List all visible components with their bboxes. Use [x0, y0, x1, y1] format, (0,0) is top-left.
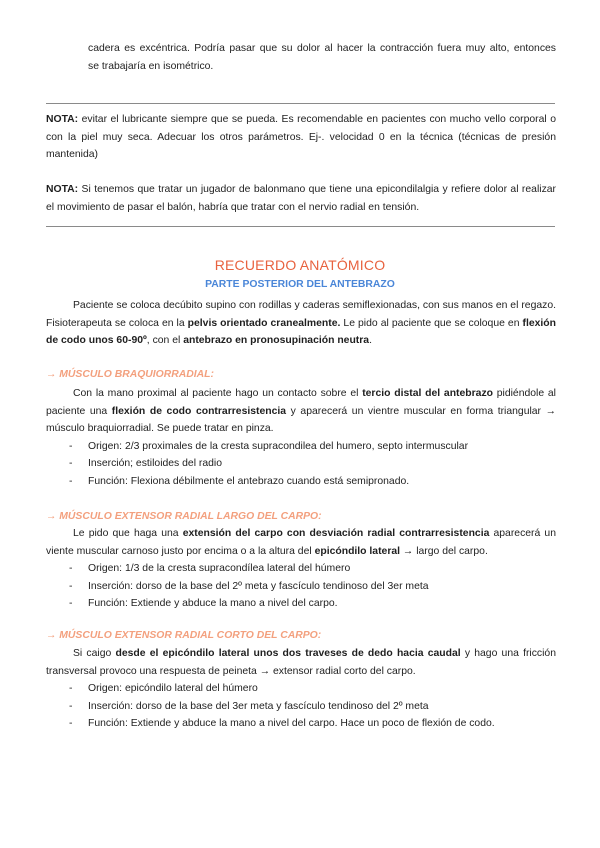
section-3-list [46, 680, 556, 733]
list-item [46, 560, 556, 578]
dash-bullet: - [69, 563, 73, 574]
section-1-bold-2: flexión de codo contrarresistencia [111, 405, 287, 417]
list-item [46, 473, 556, 491]
list-item-text: Origen: 1/3 de la cresta supracondílea lateral del húmero [88, 563, 351, 574]
list-item-text: Función: Flexiona débilmente el antebrazo cuando está semipronado. [88, 475, 410, 487]
horizontal-rule-bottom [46, 226, 555, 227]
section-2-body [46, 525, 556, 613]
nota-2 [46, 181, 556, 216]
intro-bold-1: pelvis orientado cranealmente. [187, 317, 341, 329]
section-3-paragraph [46, 645, 556, 680]
intro-text-3: , con el [146, 335, 184, 346]
intro-bold-3: antebrazo en pronosupinación neutra [183, 335, 370, 346]
section-2-list [46, 560, 556, 613]
dash-bullet: - [69, 718, 73, 729]
list-item [46, 715, 556, 733]
nota-1 [46, 111, 556, 164]
section-2-title: → MÚSCULO EXTENSOR RADIAL LARGO DEL CARPO: [46, 511, 322, 522]
section-1-bold-1: tercio distal del antebrazo [362, 388, 493, 399]
list-item-text: Inserción; estiloides del radio [88, 458, 222, 469]
list-item-text: Origen: epicóndilo lateral del húmero [88, 683, 258, 694]
continuation-paragraph [88, 40, 556, 75]
continuation-line-2: se trabajaría en isométrico. [88, 60, 214, 72]
list-item [46, 455, 556, 473]
section-heading: RECUERDO ANATÓMICO [214, 257, 386, 273]
section-3-text-1: Si caigo [73, 648, 116, 659]
section-1-paragraph [46, 385, 556, 438]
dash-bullet: - [69, 458, 73, 469]
intro-paragraph [46, 297, 556, 350]
section-1-text-2: pidiéndole al paciente una [46, 388, 556, 417]
dash-bullet: - [69, 580, 73, 592]
continuation-line-1: cadera es excéntrica. Podría pasar que su dolor al hacer la contracción fuera muy alto, entonces [88, 43, 556, 54]
section-2-text-1: Le pido que haga una [73, 528, 183, 539]
section-2-bold-2: epicóndilo lateral [314, 545, 401, 557]
section-3-title: → MÚSCULO EXTENSOR RADIAL CORTO DEL CARPO: [46, 630, 322, 641]
section-subheading: PARTE POSTERIOR DEL ANTEBRAZO [205, 279, 395, 290]
section-1-list [46, 438, 556, 491]
dash-bullet: - [69, 683, 73, 694]
section-3-body [46, 645, 556, 733]
section-1-text-1: Con la mano proximal al paciente hago un contacto sobre el [73, 388, 363, 399]
list-item-text: Inserción: dorso de la base del 2º meta y fascículo tendinoso del 3er meta [88, 580, 429, 592]
section-2-text-2: aparecerá un viente muscular carnoso justo por encima o a la altura del [46, 528, 556, 557]
section-1-text-3: y aparecerá un vientre muscular en forma triangular → músculo braquiorradial. Se puede tratar en pinza. [46, 405, 556, 434]
list-item [46, 438, 556, 456]
list-item [46, 680, 556, 698]
list-item-text: Origen: 2/3 proximales de la cresta supracondilea del humero, septo intermuscular [88, 440, 469, 452]
section-3-text-2: y hago una fricción transversal provoco una respuesta de peineta → extensor radial corto del carpo. [46, 648, 556, 677]
section-1-title: → MÚSCULO BRAQUIORRADIAL: [46, 369, 214, 380]
list-item-text: Inserción: dorso de la base del 3er meta y fascículo tendinoso del 2º meta [88, 700, 429, 712]
section-2-text-3: → largo del carpo. [400, 545, 488, 557]
section-1-body [46, 385, 556, 490]
list-item [46, 595, 556, 613]
section-2-bold-1: extensión del carpo con desviación radial contrarresistencia [182, 528, 490, 539]
nota-1-label: NOTA: [46, 114, 79, 125]
nota-1-text: evitar el lubricante siempre que se pueda. Es recomendable en pacientes con mucho vello corporal o con la piel muy seca. Adecuar los otros parámetros. Ej-. velocidad 0 en la técnica (técnicas de presión mantenida) [46, 114, 556, 160]
horizontal-rule-top [46, 103, 555, 104]
intro-text-1: Paciente se coloca decúbito supino con rodillas y caderas semiflexionadas, con sus manos en el regazo. Fisioterapeuta se coloca en la [46, 300, 556, 329]
section-3-bold-1: desde el epicóndilo lateral unos dos traveses de dedo hacia caudal [115, 648, 461, 659]
section-2-paragraph [46, 525, 556, 560]
list-item [46, 698, 556, 716]
dash-bullet: - [69, 440, 73, 452]
intro-text-2: Le pido al paciente que se coloque en [340, 317, 523, 329]
list-item [46, 578, 556, 596]
dash-bullet: - [69, 475, 73, 487]
list-item-text: Función: Extiende y abduce la mano a nivel del carpo. [88, 598, 338, 609]
nota-2-text: Si tenemos que tratar un jugador de balonmano que tiene una epicondilalgia y refiere dolor al realizar el movimiento de pasar el balón, habría que tratar con el nervio radial en tensión. [46, 184, 556, 213]
intro-bold-2: flexión de codo unos 60-90º [46, 317, 557, 346]
list-item-text: Función: Extiende y abduce la mano a nivel del carpo. Hace un poco de flexión de codo. [88, 718, 495, 729]
dash-bullet: - [69, 598, 73, 609]
dash-bullet: - [69, 700, 73, 712]
nota-2-label: NOTA: [46, 184, 79, 195]
intro-text-4: . [369, 335, 372, 346]
